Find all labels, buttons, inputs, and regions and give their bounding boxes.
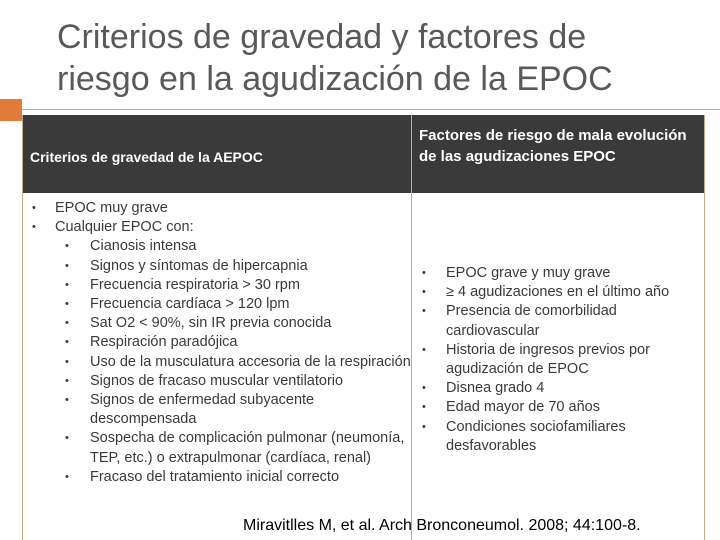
risk-factors-list xyxy=(411,264,704,456)
list-item xyxy=(411,283,704,302)
list-item xyxy=(23,276,411,295)
list-item xyxy=(23,353,411,372)
bullet-icon: • xyxy=(422,267,426,279)
list-item-text: EPOC grave y muy grave xyxy=(446,265,611,281)
bullet-icon: • xyxy=(65,317,69,330)
criteria-table xyxy=(22,115,705,540)
slide-title-line-1: Criterios de gravedad y factores de xyxy=(57,18,587,56)
list-item xyxy=(23,218,411,237)
accent-square xyxy=(0,99,22,121)
slide-title xyxy=(57,16,707,100)
list-item xyxy=(23,372,411,391)
bullet-icon: • xyxy=(65,259,69,272)
bullet-icon: • xyxy=(65,374,69,387)
accent-divider-line xyxy=(22,109,720,110)
bullet-icon: • xyxy=(65,336,69,349)
bullet-icon: • xyxy=(422,420,426,433)
list-item-text: Sospecha de complicación pulmonar (neumonía, TEP, etc.) o extrapulmonar (cardíaca, renal) xyxy=(90,430,405,466)
bullet-icon: • xyxy=(65,394,69,407)
list-item xyxy=(23,314,411,333)
citation-reference: Miravitlles M, et al. Arch Bronconeumol. 2008; 44:100-8. xyxy=(243,517,641,534)
bullet-icon: • xyxy=(422,382,426,395)
list-item xyxy=(23,295,411,314)
slide-title-line-2: riesgo en la agudización de la EPOC xyxy=(57,60,613,98)
list-item xyxy=(411,341,704,379)
bullet-icon: • xyxy=(65,240,69,253)
bullet-icon: • xyxy=(65,355,69,368)
right-column-header: Factores de riesgo de mala evolución de las agudizaciones EPOC xyxy=(411,115,704,193)
list-item-text: ≥ 4 agudizaciones en el último año xyxy=(446,284,670,301)
list-item-text: Sat O2 < 90%, sin IR previa conocida xyxy=(90,315,332,332)
bullet-icon: • xyxy=(422,343,426,356)
bullet-icon: • xyxy=(32,221,36,234)
bullet-icon: • xyxy=(422,401,426,414)
list-item-text: EPOC muy grave xyxy=(55,200,168,216)
list-item-text: Uso de la musculatura accesoria de la respiración xyxy=(90,353,411,370)
list-item xyxy=(411,418,704,456)
list-item-text: Presencia de comorbilidad cardiovascular xyxy=(446,303,617,339)
list-item xyxy=(23,257,411,276)
list-item-text: Signos de enfermedad subyacente descompensada xyxy=(90,392,315,428)
list-item-text: Frecuencia cardíaca > 120 lpm xyxy=(90,296,290,313)
bullet-icon: • xyxy=(65,278,69,291)
bullet-icon: • xyxy=(422,305,426,318)
list-item xyxy=(23,333,411,352)
list-item xyxy=(411,302,704,340)
list-item xyxy=(411,264,704,283)
bullet-icon: • xyxy=(65,432,69,445)
left-column-header: Criterios de gravedad de la AEPOC xyxy=(23,115,411,193)
bullet-icon: • xyxy=(65,470,69,483)
list-item xyxy=(411,398,704,417)
list-item xyxy=(23,199,411,218)
list-item-text: Frecuencia respiratoria > 30 rpm xyxy=(90,276,300,293)
list-item-text: Cualquier EPOC con: xyxy=(55,219,194,236)
list-item xyxy=(23,391,411,429)
list-item xyxy=(23,237,411,256)
bullet-icon: • xyxy=(32,202,36,214)
list-item-text: Disnea grado 4 xyxy=(446,380,545,397)
list-item-text: Condiciones sociofamiliares desfavorables xyxy=(446,418,626,454)
list-item-text: Signos y síntomas de hipercapnia xyxy=(90,257,308,274)
list-item xyxy=(23,429,411,467)
list-item-text: Fracaso del tratamiento inicial correcto xyxy=(90,468,340,485)
list-item-text: Historia de ingresos previos por agudización de EPOC xyxy=(446,341,650,378)
list-item-text: Cianosis intensa xyxy=(90,238,197,255)
list-item-text: Respiración paradójica xyxy=(90,334,238,351)
list-item xyxy=(411,379,704,398)
bullet-icon: • xyxy=(422,286,426,299)
bullet-icon: • xyxy=(65,298,69,311)
severity-criteria-list xyxy=(23,199,411,487)
list-item-text: Signos de fracaso muscular ventilatorio xyxy=(90,372,344,389)
list-item-text: Edad mayor de 70 años xyxy=(446,399,600,416)
list-item xyxy=(23,468,411,487)
